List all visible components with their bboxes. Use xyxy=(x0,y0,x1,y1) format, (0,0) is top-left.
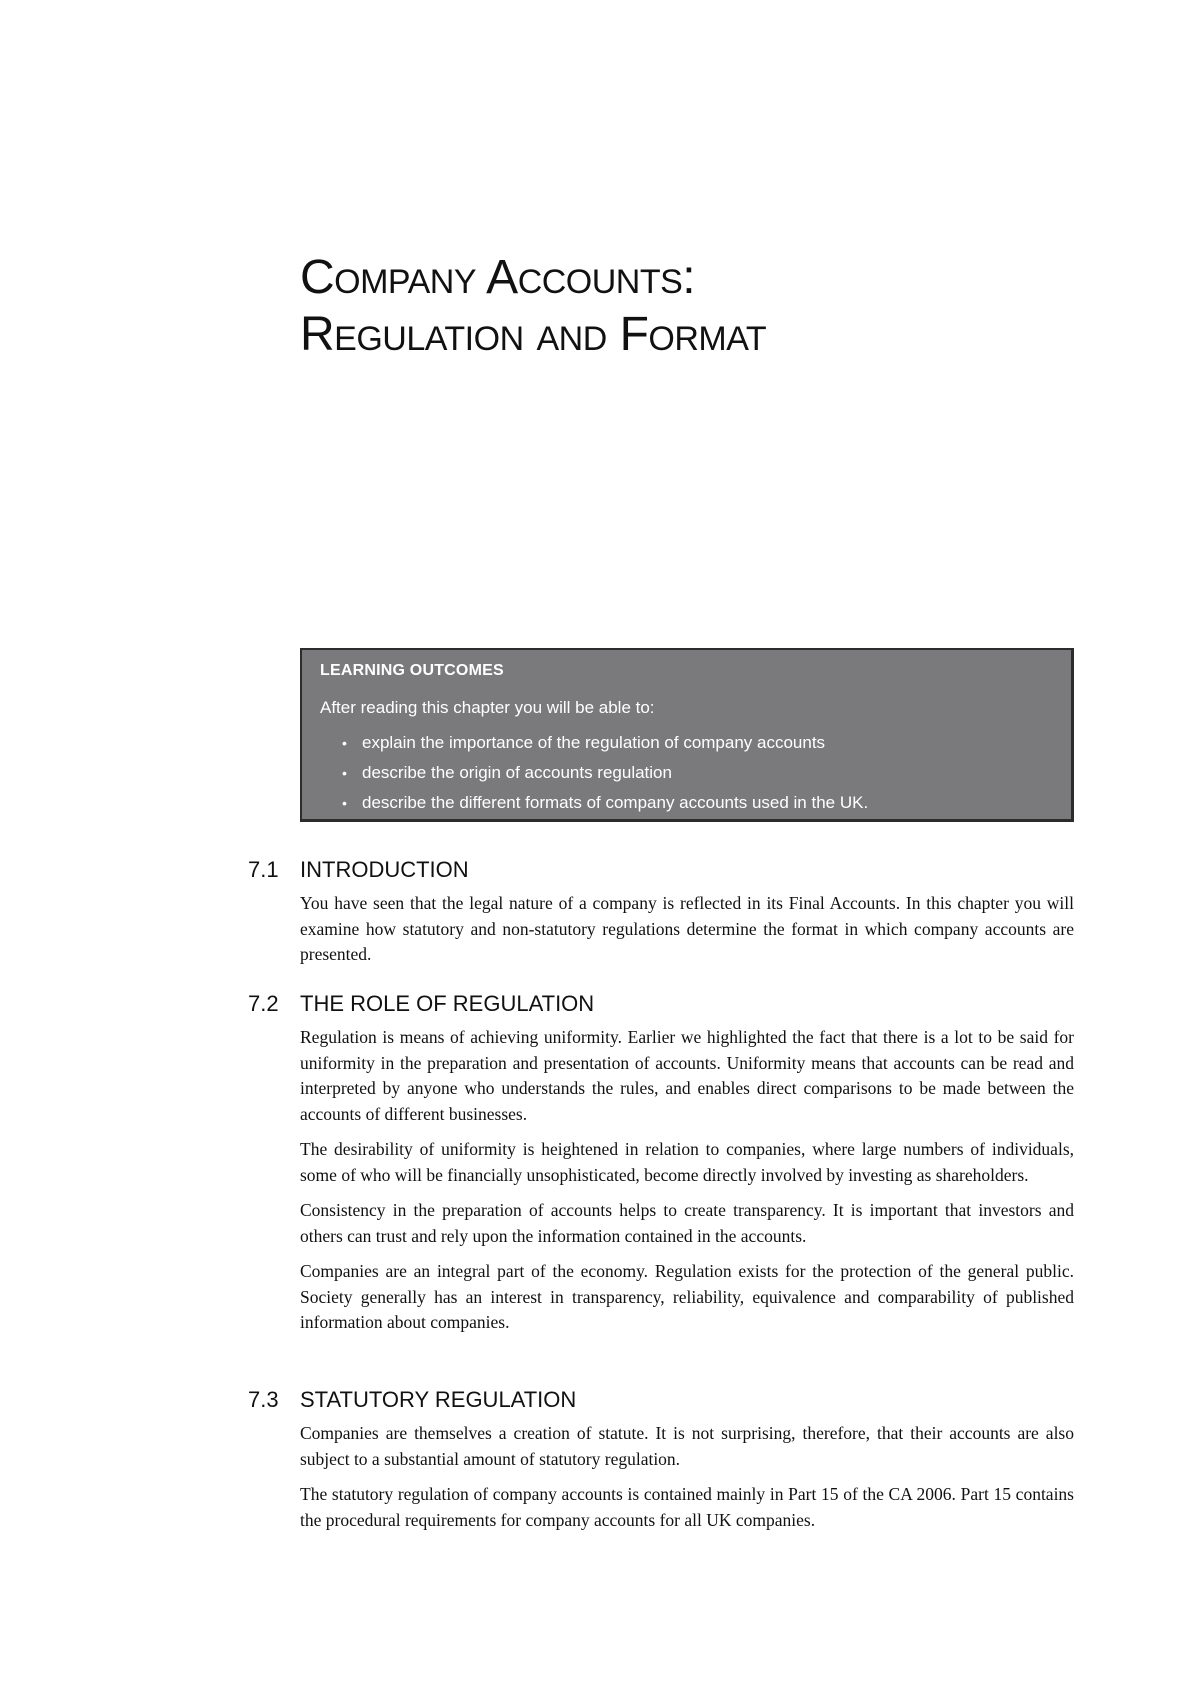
body-paragraph: The statutory regulation of company accounts is contained mainly in Part 15 of the CA 2006. Part 15 contains the procedural requirements for company accounts for all UK companies. xyxy=(300,1484,1074,1530)
bullet-icon: • xyxy=(342,735,347,751)
learning-outcome-text: describe the different formats of company accounts used in the UK. xyxy=(362,793,869,812)
section-heading xyxy=(248,1387,1074,1421)
body-paragraph: Regulation is means of achieving uniformity. Earlier we highlighted the fact that there is a lot to be said for uniformity in the preparation and presentation of accounts. Uniformity means that accounts can be read and interpreted by anyone who understands the rules, and enables direct comparisons to be made between the accounts of different businesses. xyxy=(300,1027,1074,1124)
section-heading xyxy=(248,857,1074,891)
section-title: STATUTORY REGULATION xyxy=(300,1387,577,1412)
learning-outcome-text: explain the importance of the regulation of company accounts xyxy=(362,733,826,752)
section-introduction xyxy=(248,857,1074,978)
body-paragraph: Companies are an integral part of the economy. Regulation exists for the protection of the general public. Society generally has an interest in transparency, reliability, equivalence and comparability of published information about companies. xyxy=(300,1261,1074,1332)
section-number: 7.1 xyxy=(248,857,279,882)
section-body xyxy=(300,1025,1074,1336)
section-body xyxy=(300,1421,1074,1533)
section-title: INTRODUCTION xyxy=(300,857,469,882)
body-paragraph: You have seen that the legal nature of a company is reflected in its Final Accounts. In this chapter you will examine how statutory and non-statutory regulations determine the format in which company accounts are presented. xyxy=(300,893,1074,964)
learning-outcome-item xyxy=(342,758,1053,788)
body-paragraph: The desirability of uniformity is heightened in relation to companies, where large numbers of individuals, some of who will be financially unsophisticated, become directly involved by investing as shareholders. xyxy=(300,1139,1074,1185)
body-paragraph: Companies are themselves a creation of statute. It is not surprising, therefore, that their accounts are also subject to a substantial amount of statutory regulation. xyxy=(300,1423,1074,1469)
chapter-title-line-1: Company Accounts: xyxy=(300,251,696,304)
section-role-of-regulation xyxy=(248,991,1074,1346)
learning-outcome-text: describe the origin of accounts regulation xyxy=(362,763,672,782)
body-paragraph: Consistency in the preparation of accounts helps to create transparency. It is important that investors and others can trust and rely upon the information contained in the accounts. xyxy=(300,1200,1074,1246)
learning-outcomes-heading: LEARNING OUTCOMES xyxy=(320,662,504,679)
section-number: 7.2 xyxy=(248,991,279,1016)
learning-outcome-item xyxy=(342,728,1053,758)
learning-outcomes-intro: After reading this chapter you will be able to: xyxy=(320,698,655,717)
section-title: THE ROLE OF REGULATION xyxy=(300,991,595,1016)
section-heading xyxy=(248,991,1074,1025)
bullet-icon: • xyxy=(342,795,347,811)
bullet-icon: • xyxy=(342,765,347,781)
learning-outcomes-list xyxy=(320,728,1053,818)
section-statutory-regulation xyxy=(248,1387,1074,1543)
section-number: 7.3 xyxy=(248,1387,279,1412)
chapter-title-line-2: Regulation and Format xyxy=(300,307,767,361)
learning-outcomes-box xyxy=(300,648,1074,822)
learning-outcome-item xyxy=(342,788,1053,818)
chapter-title xyxy=(300,250,766,363)
section-body xyxy=(300,891,1074,968)
